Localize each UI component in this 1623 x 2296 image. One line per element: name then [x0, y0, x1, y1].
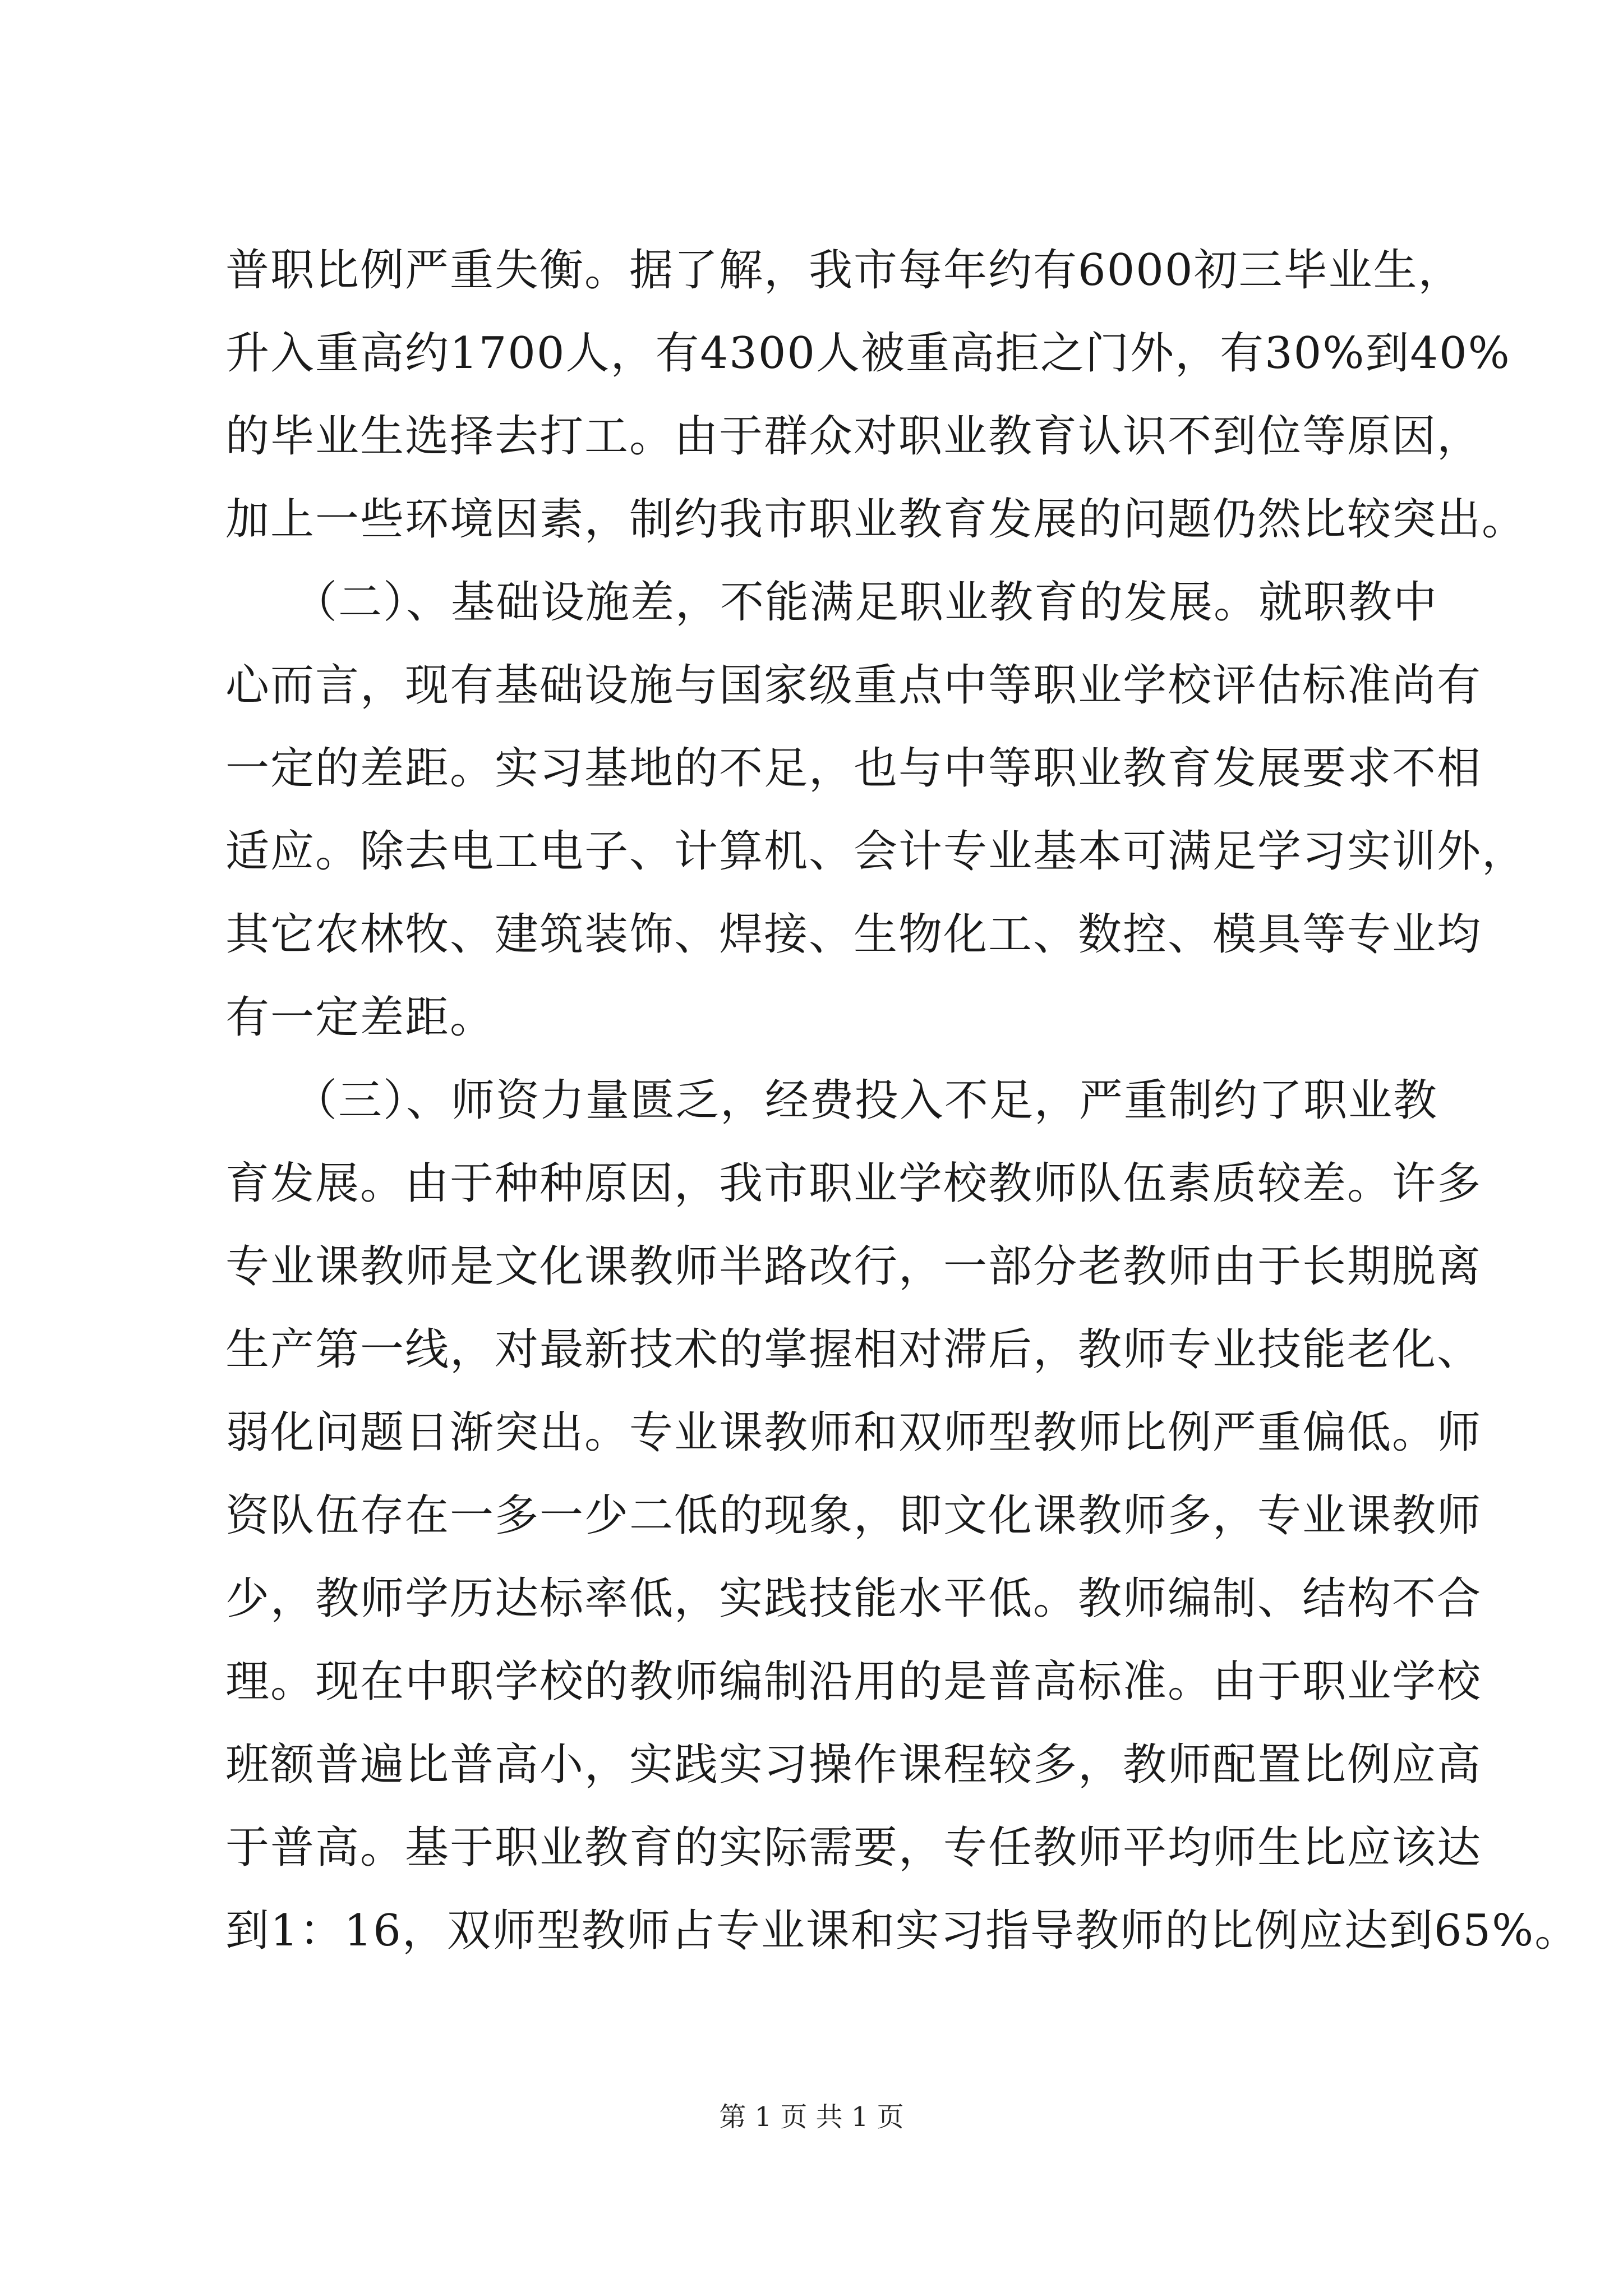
text-line: 升入重高约1700人，有4300人被重高拒之门外，有30%到40%: [225, 328, 1511, 379]
body-text: [225, 229, 1580, 1972]
text-line: （三）、师资力量匮乏，经费投入不足，严重制约了职业教: [225, 1075, 1438, 1126]
text-line: 生产第一线，对最新技术的掌握相对滞后，教师专业技能老化、: [225, 1324, 1482, 1375]
text-line: （二）、基础设施差，不能满足职业教育的发展。就职教中: [225, 577, 1438, 628]
page-number-label: 第 1 页 共 1 页: [719, 2101, 904, 2133]
text-line: 育发展。由于种种原因，我市职业学校教师队伍素质较差。许多: [225, 1158, 1482, 1209]
text-line: 有一定差距。: [225, 992, 495, 1043]
text-line: 一定的差距。实习基地的不足，也与中等职业教育发展要求不相: [225, 743, 1482, 794]
text-line: 于普高。基于职业教育的实际需要，专任教师平均师生比应该达: [225, 1823, 1482, 1873]
text-line: 其它农林牧、建筑装饰、焊接、生物化工、数控、模具等专业均: [225, 909, 1482, 960]
text-line: 适应。除去电工电子、计算机、会计专业基本可满足学习实训外，: [225, 826, 1527, 877]
text-line: 普职比例严重失衡。据了解，我市每年约有6000初三毕业生，: [225, 245, 1463, 296]
text-line: 到1：16，双师型教师占专业课和实习指导教师的比例应达到65%。: [225, 1906, 1580, 1956]
page-footer: [0, 2095, 1623, 2134]
text-line: 心而言，现有基础设施与国家级重点中等职业学校评估标准尚有: [225, 660, 1482, 711]
text-line: 加上一些环境因素，制约我市职业教育发展的问题仍然比较突出。: [225, 494, 1527, 545]
text-line: 理。现在中职学校的教师编制沿用的是普高标准。由于职业学校: [225, 1657, 1482, 1707]
text-line: 班额普遍比普高小，实践实习操作课程较多，教师配置比例应高: [225, 1740, 1482, 1790]
text-line: 弱化问题日渐突出。专业课教师和双师型教师比例严重偏低。师: [225, 1407, 1482, 1458]
text-line: 资队伍存在一多一少二低的现象，即文化课教师多，专业课教师: [225, 1490, 1482, 1541]
text-line: 的毕业生选择去打工。由于群众对职业教育认识不到位等原因，: [225, 411, 1482, 462]
text-line: 少，教师学历达标率低，实践技能水平低。教师编制、结构不合: [225, 1573, 1482, 1624]
text-line: 专业课教师是文化课教师半路改行，一部分老教师由于长期脱离: [225, 1241, 1482, 1292]
